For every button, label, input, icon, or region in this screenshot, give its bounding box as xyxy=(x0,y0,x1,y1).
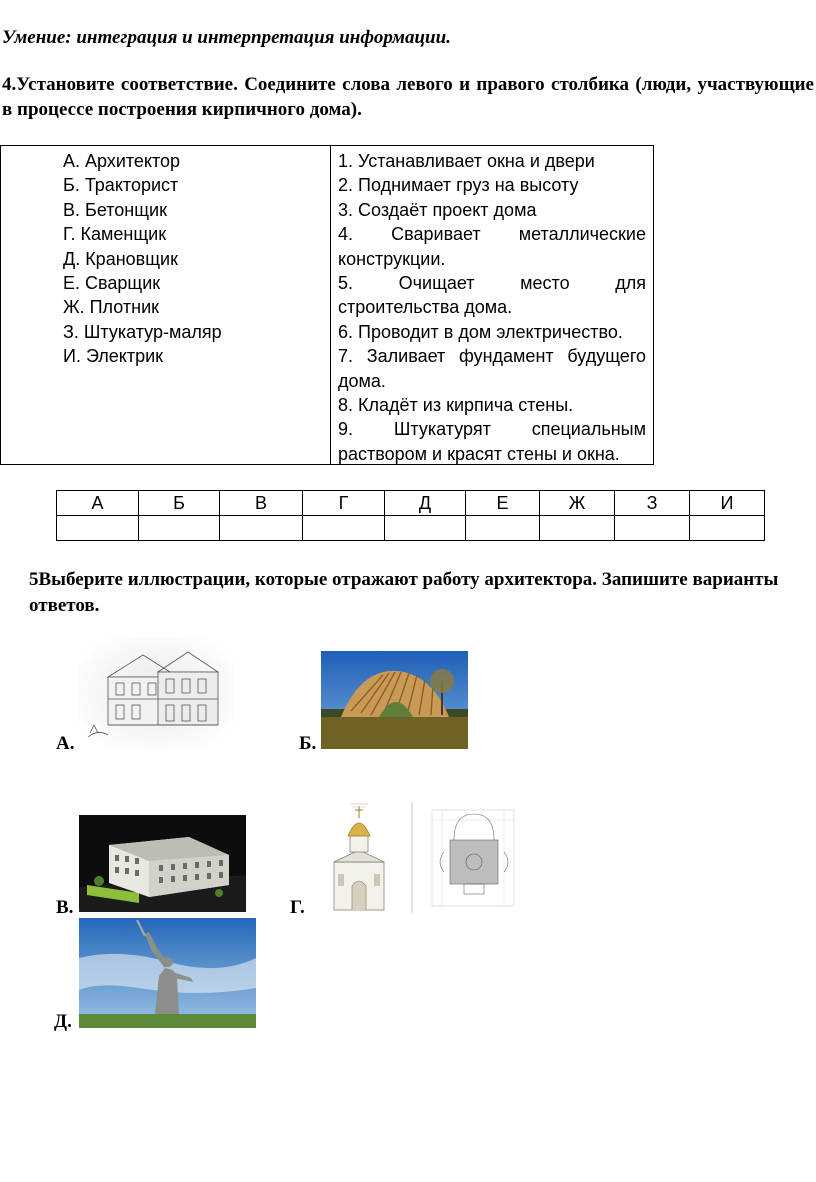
task-item: 6. Проводит в дом электричество. xyxy=(338,321,623,342)
answer-cell[interactable] xyxy=(385,516,466,541)
professions-column xyxy=(63,149,222,369)
answer-cell[interactable] xyxy=(139,516,220,541)
task-item: 7. Заливает фундамент будущего дома. xyxy=(338,346,646,391)
question-5-text: 5Выберите иллюстрации, которые отражают работу архитектора. Запишите варианты ответов. xyxy=(29,569,779,616)
task-item: 8. Кладёт из кирпича стены. xyxy=(338,395,574,416)
tasks-column xyxy=(338,149,646,466)
option-g-label: Г. xyxy=(290,897,305,918)
profession-item: В. Бетонщик xyxy=(63,199,167,220)
answer-cell[interactable] xyxy=(690,516,765,541)
skill-heading: Умение: интеграция и интерпретация информации. xyxy=(2,27,451,48)
profession-item: Д. Крановщик xyxy=(63,248,178,269)
option-b-label: Б. xyxy=(299,733,317,754)
profession-item: Б. Тракторист xyxy=(63,175,179,196)
answer-header-cell: Г xyxy=(303,491,385,516)
profession-item: Е. Сварщик xyxy=(63,273,161,294)
answer-cell[interactable] xyxy=(57,516,139,541)
option-d-label: Д. xyxy=(54,1011,72,1032)
profession-item: Г. Каменщик xyxy=(63,224,167,245)
answer-header-row xyxy=(57,491,765,516)
answer-cell[interactable] xyxy=(615,516,690,541)
task-item: 5. Очищает место для строительства дома. xyxy=(338,273,646,318)
answer-header-cell: Ж xyxy=(540,491,615,516)
answer-header-cell: А xyxy=(57,491,139,516)
answer-cell[interactable] xyxy=(466,516,540,541)
architectural-model-image xyxy=(79,815,246,912)
answer-cell[interactable] xyxy=(220,516,303,541)
sketch-mansion-image xyxy=(78,637,234,749)
wooden-pavilion-image xyxy=(321,651,468,749)
profession-item: З. Штукатур-маляр xyxy=(63,321,222,342)
answer-cell[interactable] xyxy=(540,516,615,541)
option-a-label: А. xyxy=(56,733,75,754)
profession-item: А. Архитектор xyxy=(63,151,181,171)
answer-header-cell: Е xyxy=(466,491,540,516)
task-item: 9. Штукатурят специальным раствором и красят стены и окна. xyxy=(338,419,646,464)
profession-item: И. Электрик xyxy=(63,346,164,367)
answer-input-row xyxy=(57,516,765,541)
question-4-text: 4.Установите соответствие. Соедините слова левого и правого столбика (люди, участвующие в процессе построения кирпичного дома). xyxy=(2,74,814,120)
task-item: 1. Устанавливает окна и двери xyxy=(338,151,595,171)
answer-header-cell: В xyxy=(220,491,303,516)
table-divider xyxy=(330,146,331,464)
answer-header-cell: З xyxy=(615,491,690,516)
task-item: 2. Поднимает груз на высоту xyxy=(338,175,579,196)
task-item: 3. Создаёт проект дома xyxy=(338,199,537,220)
matching-table xyxy=(0,145,654,465)
monument-statue-image xyxy=(79,918,256,1028)
answer-grid xyxy=(56,490,765,541)
answer-header-cell: Д xyxy=(385,491,466,516)
answer-header-cell: Б xyxy=(139,491,220,516)
task-item: 4. Сваривает металлические конструкции. xyxy=(338,224,646,269)
answer-cell[interactable] xyxy=(303,516,385,541)
church-drawing-and-plan-image xyxy=(314,800,519,913)
answer-header-cell: И xyxy=(690,491,765,516)
option-v-label: В. xyxy=(56,897,74,918)
profession-item: Ж. Плотник xyxy=(63,297,159,318)
